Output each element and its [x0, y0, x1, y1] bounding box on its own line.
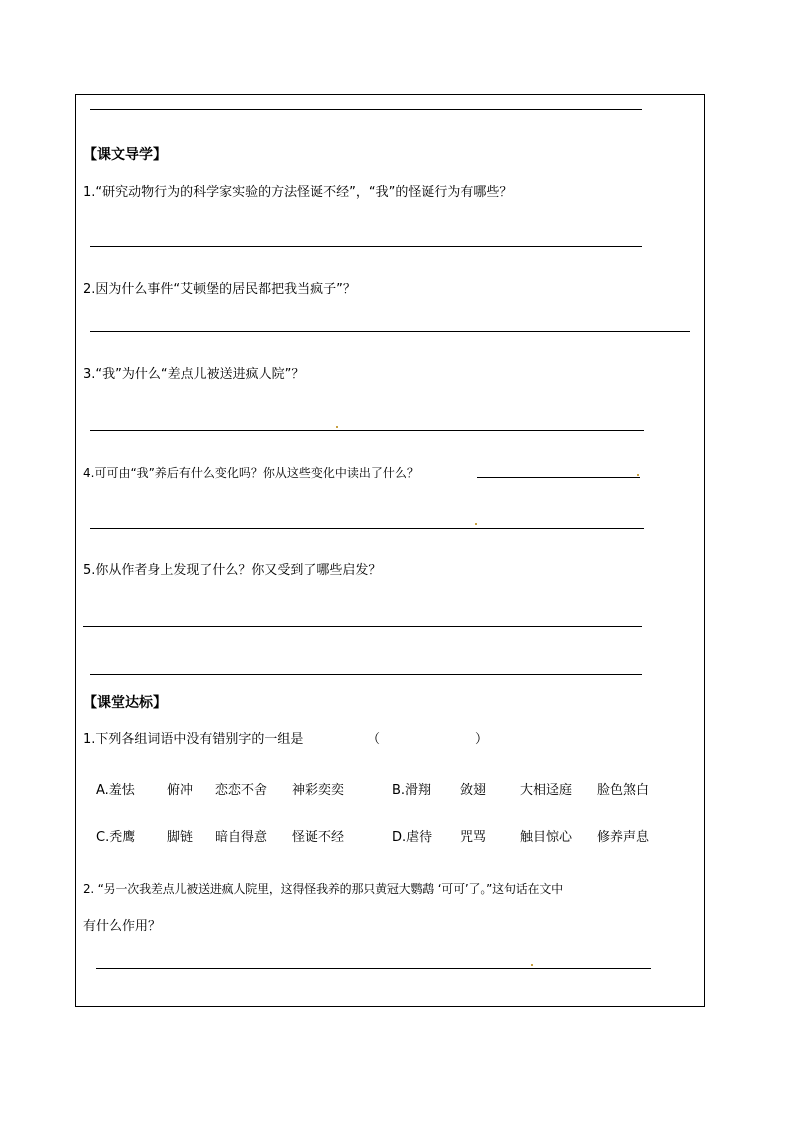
stray-mark [475, 523, 477, 525]
option-c-word-3: 暗自得意 [215, 830, 268, 845]
stray-mark [336, 426, 338, 428]
option-a-word-4: 神彩奕奕 [292, 783, 345, 798]
stray-mark [531, 964, 533, 966]
answer-line-q4[interactable] [90, 528, 644, 529]
answer-paren-open: （ [367, 732, 381, 747]
option-b-word-2: 敛翅 [460, 783, 487, 798]
question-1: 1.“研究动物行为的科学家实验的方法怪诞不经”，“我”的怪诞行为有哪些？ [83, 185, 513, 200]
option-d-word-3: 触目惊心 [520, 830, 573, 845]
option-b: B.滑翔 [392, 783, 432, 798]
option-d-word-4: 修养声息 [597, 830, 650, 845]
answer-line-q2[interactable] [90, 331, 690, 332]
answer-line-q5b[interactable] [90, 674, 642, 675]
worksheet-frame [75, 94, 705, 1007]
option-b-word-3: 大相迳庭 [520, 783, 573, 798]
option-c-word-4: 怪诞不经 [292, 830, 345, 845]
option-d-word-2: 咒骂 [460, 830, 487, 845]
section-heading-practice: 【课堂达标】 [83, 695, 167, 711]
practice-question-2-cont: 有什么作用？ [83, 919, 162, 934]
practice-question-1: 1.下列各组词语中没有错别字的一组是 [83, 732, 304, 747]
answer-paren-close: ） [475, 732, 489, 747]
answer-line-q5a[interactable] [83, 626, 642, 627]
option-a: A.羞怯 [96, 783, 135, 798]
option-b-word-4: 脸色煞白 [597, 783, 650, 798]
option-c: C.秃鹰 [96, 830, 136, 845]
stray-mark [637, 474, 639, 476]
question-3: 3.“我”为什么“差点儿被送进疯人院”？ [83, 367, 305, 382]
section-heading-guide: 【课文导学】 [83, 147, 167, 163]
answer-line-q4-inline[interactable] [477, 477, 640, 478]
answer-line-q3[interactable] [90, 430, 644, 431]
answer-line-practice-q2[interactable] [96, 968, 651, 969]
question-4: 4.可可由“我”养后有什么变化吗？你从这些变化中读出了什么？ [83, 466, 419, 480]
option-a-word-3: 恋恋不舍 [215, 783, 268, 798]
option-c-word-2: 脚链 [167, 830, 194, 845]
answer-line[interactable] [90, 109, 642, 110]
practice-question-2: 2. “另一次我差点儿被送进疯人院里，这得怪我养的那只黄冠大鹦鹉 ‘可可’了。”这句话在文中 [83, 882, 563, 896]
option-d: D.虐待 [392, 830, 433, 845]
question-2: 2.因为什么事件“艾顿堡的居民都把我当疯子”？ [83, 282, 356, 297]
answer-line-q1[interactable] [90, 246, 642, 247]
question-5: 5.你从作者身上发现了什么？你又受到了哪些启发？ [83, 563, 382, 578]
option-a-word-2: 俯冲 [167, 783, 194, 798]
